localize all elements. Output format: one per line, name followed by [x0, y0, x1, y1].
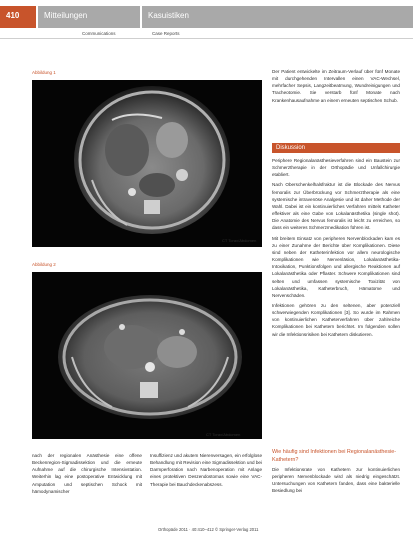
figure-1-label: Abbildung 1 — [32, 70, 56, 75]
figure-2-caption: CT Torax/Abdomen — [206, 432, 241, 437]
section-subtitle: Communications — [82, 31, 116, 36]
paragraph-4: Infektionen gehören zu den seltenen, aber potenziell schwerwiegenden Komplikationen [3]. So wurde im Rahmen von kontinuierlichen Katheterverfahren über zahlreiche Komplikationen bei Kathetern berichtet. Im folgenden sollen wir die Infektionsrisiken bei Kathetern diskutieren. — [272, 302, 400, 337]
right-column-question-text — [272, 466, 400, 498]
bottom-middle-column — [150, 452, 262, 491]
figure-1-ct-image — [32, 80, 262, 247]
figure-2-label: Abbildung 2 — [32, 262, 56, 267]
page-number: 410 — [0, 6, 36, 28]
paragraph-intro: Der Patient entwickelte im Zeitraum-Verlauf über fünf Monate mit durchgehenden Intervallen einen VAC-Wechsel, mehrfacher Sepsis, Langzeitbeatmung, Wundreinigungen und Tracheotomie. Sie verstarb fünf Monate nach Krankenhausaufnahme an einem erneuten septischen Schub. — [272, 69, 400, 103]
section-title: Mitteilungen — [38, 6, 140, 28]
header-divider — [0, 38, 413, 39]
section-heading-diskussion: Diskussion — [272, 143, 400, 153]
category-title: Kasuistiken — [142, 6, 413, 28]
paragraph-bottom-middle: Insuffizienz und akutem Nierenversagen, ein erfolglose Behandlung mit Revision eine Sigmadissektion und bei Darmperforation nach Narbenoperation mit Anlage eines protektiven Deszendostomas sowie eine VAC-Therapie bei Bauchdeckenabszess. — [150, 453, 262, 487]
right-column-intro — [272, 68, 400, 107]
bottom-left-column — [32, 452, 142, 498]
page-footer: Orthopäde 2011 · 40:410–412 © Springer-Verlag 2011 — [158, 527, 259, 532]
figure-1-caption: CT Torax/Abdomen — [222, 238, 257, 243]
paragraph-3: Mit breitem Einsatz von peripheren Nervenblockaden kam es zu einer Zunahme der Berichte über Komplikationen. Diese sind neben der Katheterinfektion vor allem neurologische Komplikationen wie Nervenläsion, Lokalanästhetika-Intoxikation, Punktionsfolgen und allergische Reaktionen auf Lokalanästhetika oder Pflaster. Schwere Komplikationen sind selten und umfassen systemische Toxizität von Lokalanästhetika, Katheterbruch, Hämatome und Nervenschäden. — [272, 235, 400, 298]
right-column-discussion — [272, 157, 400, 341]
subheading-question: Wie häufig sind Infektionen bei Regionalanästhesie-Kathetern? — [272, 449, 397, 463]
paragraph-5: Die Infektionsrate von Kathetern zur kontinuierlichen peripheren Nervenblockade wird als niedrig eingeschätzt. Untersuchungen von Kathetern fanden, dass eine bakterielle Besiedlung bei — [272, 467, 400, 494]
page-header — [0, 0, 413, 36]
paragraph-2: Nach Oberschenkelhalsfraktur ist die Blockade des Nervus femoralis zur Überbrückung vor Schmerztherapie als eine systemische intravenöse Analgesie und ist daher Methode der Wahl. Dabei ist ein kontinuierliches Verfahren mittels Katheter effektiver als eine Gabe von Lokalanästhetika (single shot). Die Anatomie des Nervus femoralis ist leicht zu erreichen, so dass ein weiteres Schmerzmedikation führen ist. — [272, 182, 400, 231]
paragraph-1: Periphere Regionalanästhesieverfahren sind ein Baustein zur Schmerztherapie in der Orthopädie und Unfallchirurgie etabliert. — [272, 158, 400, 178]
figure-2-ct-image — [32, 272, 262, 439]
category-subtitle: Case Reports — [152, 31, 180, 36]
paragraph-bottom-left: nach der regionalen Anästhesie eine offene Beckenregion-Sigmadissektion und die erneute Aufnahme auf die chirurgische Intensivstation. Weiterhin lag eine postoperative Entwicklung mit Amputation und septischen Schock mit hämodynamischer — [32, 453, 142, 494]
